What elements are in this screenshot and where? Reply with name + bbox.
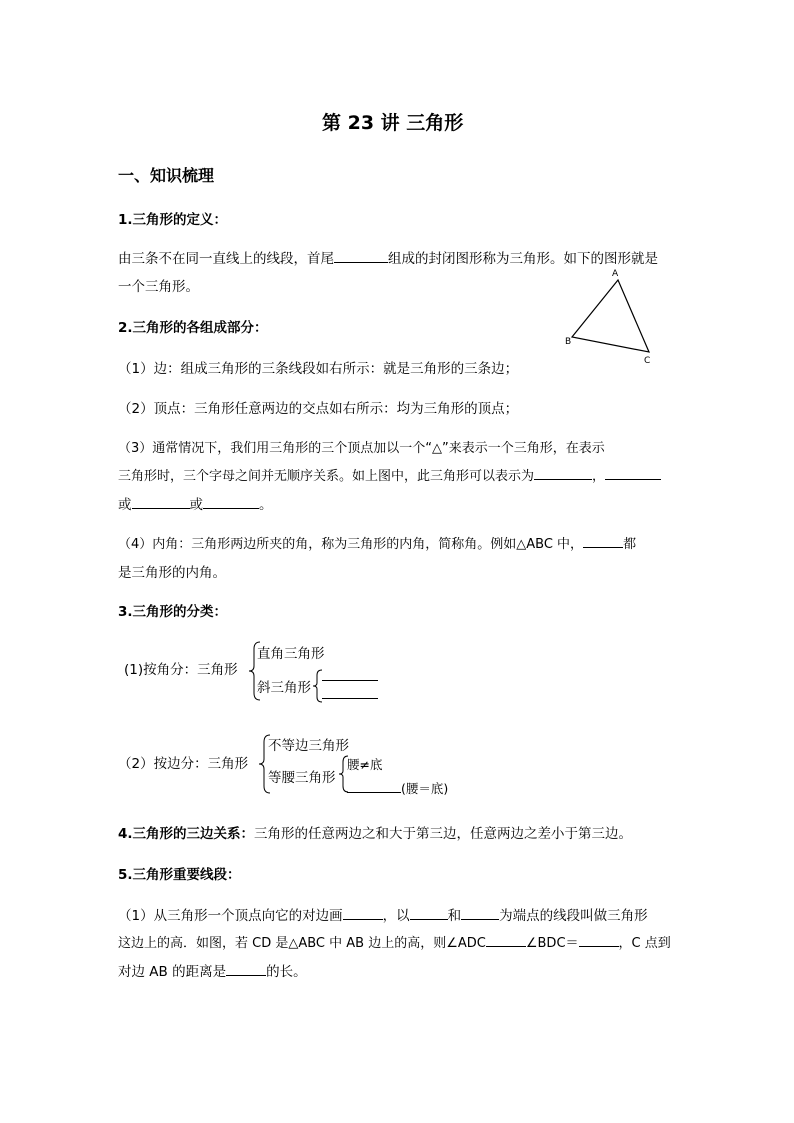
definition-text-b: 组成的封闭图形称为三角形。如下的图形就是 xyxy=(388,251,658,267)
blank[interactable] xyxy=(461,905,499,920)
equilateral-row xyxy=(347,778,448,797)
blank[interactable] xyxy=(579,932,619,947)
blank[interactable] xyxy=(534,465,592,480)
by-side-label: （2）按边分：三角形 xyxy=(118,756,249,772)
blank[interactable] xyxy=(322,680,378,681)
triangle-figure xyxy=(560,265,660,370)
segments-text: ∠BDC＝ xyxy=(525,936,579,951)
segments-text: 对边 AB 的距离是 xyxy=(118,964,227,980)
blank[interactable] xyxy=(583,533,623,548)
definition-line-2: 一个三角形。 xyxy=(118,279,199,295)
segments-line-1 xyxy=(118,904,648,924)
vertex-a-label: A xyxy=(612,269,619,279)
comma: ， xyxy=(592,469,606,484)
segments-text: 为端点的线段叫做三角形 xyxy=(499,908,648,924)
segments-line-3 xyxy=(118,960,307,980)
blank[interactable] xyxy=(226,961,266,976)
segments-text: 和 xyxy=(447,908,462,924)
leg-not-equal-base: 腰≠底 xyxy=(347,757,383,772)
blank[interactable] xyxy=(203,494,259,509)
vertex-c-label: C xyxy=(644,356,651,366)
parts-item-4-text: （4）内角：三角形两边所夹的角，称为三角形的内角，简称角。例如△ABC 中， xyxy=(118,537,584,552)
parts-item-3-line-2 xyxy=(118,465,661,484)
sides-text: 三角形的任意两边之和大于第三边，任意两边之差小于第三边。 xyxy=(254,826,633,842)
blank[interactable] xyxy=(343,905,383,920)
parts-item-4-line-1 xyxy=(118,533,636,552)
parts-item-3-line-1: （3）通常情况下，我们用三角形的三个顶点加以一个“△”来表示一个三角形，在表示 xyxy=(118,441,605,456)
page-title: 第 23 讲 三角形 xyxy=(322,112,464,134)
by-angle-label: (1)按角分：三角形 xyxy=(124,662,238,678)
classify-heading: 3.三角形的分类： xyxy=(118,604,228,620)
segments-text: ，C 点到 xyxy=(618,936,671,951)
blank[interactable] xyxy=(347,778,401,793)
blank[interactable] xyxy=(322,698,378,699)
parts-item-1: （1）边：组成三角形的三条线段如右所示：就是三角形的三条边； xyxy=(118,361,519,377)
segments-text: （1）从三角形一个顶点向它的对边画 xyxy=(118,908,343,924)
scalene-triangle-label: 不等边三角形 xyxy=(268,738,349,754)
or-text: 或 xyxy=(118,497,132,513)
sides-line xyxy=(118,822,632,842)
leg-equal-base: (腰＝底) xyxy=(401,781,449,796)
sides-heading: 4.三角形的三边关系： xyxy=(118,826,255,842)
blank[interactable] xyxy=(605,465,661,480)
blank[interactable] xyxy=(132,494,190,509)
oblique-triangle-label: 斜三角形 xyxy=(257,680,311,696)
section-heading: 一、知识梳理 xyxy=(118,166,215,185)
definition-text-a: 由三条不在同一直线上的线段，首尾 xyxy=(118,251,334,267)
segments-text: 这边上的高．如图，若 CD 是△ABC 中 AB 边上的高，则∠ADC xyxy=(118,936,486,951)
or-text: 或 xyxy=(189,497,203,513)
definition-line-1 xyxy=(118,247,658,267)
parts-item-4-tail: 都 xyxy=(623,537,637,552)
isosceles-triangle-label: 等腰三角形 xyxy=(268,770,336,786)
parts-heading: 2.三角形的各组成部分： xyxy=(118,320,268,336)
parts-item-3-line-3 xyxy=(118,493,273,513)
parts-item-2: （2）顶点：三角形任意两边的交点如右所示：均为三角形的顶点； xyxy=(118,401,519,417)
segments-heading: 5.三角形重要线段： xyxy=(118,867,241,883)
period: 。 xyxy=(259,497,273,513)
parts-item-3-text: 三角形时，三个字母之间并无顺序关系。如上图中，此三角形可以表示为 xyxy=(118,469,535,484)
blank[interactable] xyxy=(334,248,388,263)
definition-heading: 1.三角形的定义： xyxy=(118,212,228,228)
segments-text: ，以 xyxy=(382,908,410,924)
blank[interactable] xyxy=(410,905,448,920)
segments-text: 的长。 xyxy=(266,964,307,980)
vertex-b-label: B xyxy=(565,337,572,347)
blank[interactable] xyxy=(486,932,526,947)
parts-item-4-line-2: 是三角形的内角。 xyxy=(118,565,226,581)
segments-line-2 xyxy=(118,932,671,951)
right-triangle-label: 直角三角形 xyxy=(257,646,325,662)
triangle-shape xyxy=(572,280,649,352)
